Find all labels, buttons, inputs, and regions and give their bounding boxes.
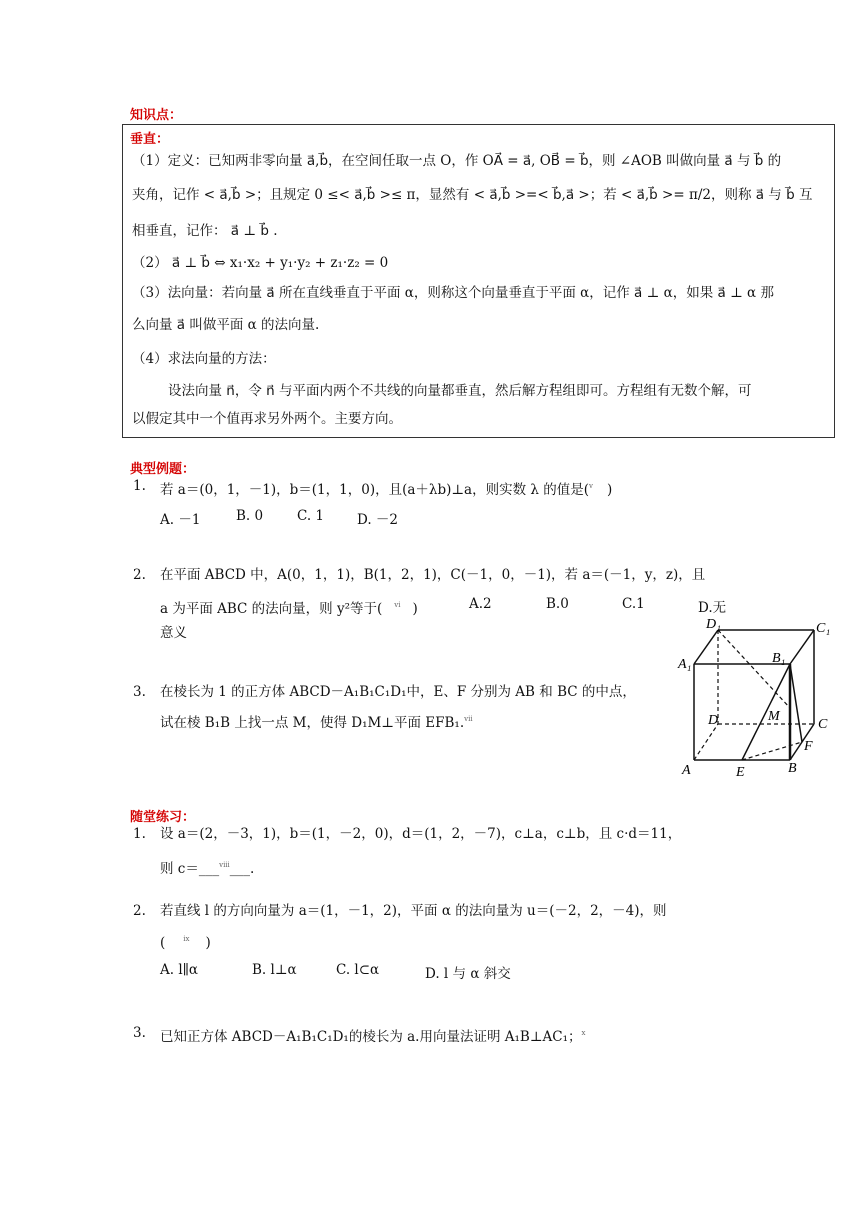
method-title: （4）求法向量的方法： bbox=[132, 351, 276, 367]
label-f: F bbox=[804, 739, 813, 754]
knowledge-heading: 知识点： bbox=[130, 108, 183, 123]
label-a: A bbox=[682, 763, 691, 778]
q1-text: 若 a＝(0，1，－1)，b＝(1，1，0)，且(a＋λb)⊥a，则实数 λ 的值是( bbox=[160, 482, 590, 498]
q2-option-b: B.0 bbox=[546, 596, 569, 612]
q2-option-d: D.无 bbox=[698, 600, 727, 616]
p2-number: 2. bbox=[133, 903, 146, 919]
normal-vector-line-2: 么向量 a⃗ 叫做平面 α 的法向量. bbox=[132, 317, 320, 333]
label-a1: A₁ bbox=[678, 657, 692, 672]
q2-number: 2. bbox=[133, 567, 146, 583]
examples-heading: 典型例题： bbox=[130, 462, 196, 477]
p2-open: ( bbox=[160, 935, 166, 951]
q1-option-a: A. －1 bbox=[160, 512, 201, 528]
p2-close: ) bbox=[205, 935, 211, 951]
q2-close: ) bbox=[412, 601, 418, 617]
p3-text: 已知正方体 ABCD－A₁B₁C₁D₁的棱长为 a.用向量法证明 A₁B⊥AC₁； bbox=[160, 1029, 582, 1045]
q1-option-b: B. 0 bbox=[236, 508, 264, 524]
label-c: C bbox=[818, 717, 828, 732]
definition-line-2: 夹角，记作 < a⃗,b⃗ >；且规定 0 ≤< a⃗,b⃗ >≤ π，显然有 < a⃗,b⃗ >=< b⃗,a⃗ >；若 < a⃗,b⃗ >= π/2，则称 a⃗ 与 b⃗ 互 bbox=[132, 187, 813, 203]
p2-option-c: C. l⊂α bbox=[336, 962, 380, 978]
label-b1: B₁ bbox=[772, 651, 786, 666]
q1-close: ) bbox=[606, 482, 613, 498]
p2-line-1: 若直线 l 的方向向量为 a＝(1，－1，2)，平面 α 的法向量为 u＝(－2，2，－4)，则 bbox=[160, 903, 667, 919]
q3-footnote: vii bbox=[464, 715, 473, 723]
p3-footnote: x bbox=[581, 1029, 586, 1037]
label-c1: C₁ bbox=[816, 621, 831, 636]
perpendicular-subheading: 垂直： bbox=[130, 132, 170, 147]
definition-line-1: （1）定义：已知两非零向量 a⃗,b⃗，在空间任取一点 O，作 OA⃗ = a⃗, OB⃗ = b⃗，则 ∠AOB 叫做向量 a⃗ 与 b⃗ 的 bbox=[132, 153, 782, 169]
q2-line-2: a 为平面 ABC 的法向量，则 y²等于( bbox=[160, 601, 383, 617]
label-d1: D₁ bbox=[706, 617, 721, 632]
q2-line-1: 在平面 ABCD 中，A(0，1，1)，B(1，2，1)，C(－1，0，－1)，若 a＝(－1，y，z)，且 bbox=[160, 567, 706, 583]
label-d: D bbox=[708, 713, 719, 728]
q3-number: 3. bbox=[133, 684, 146, 700]
label-b: B bbox=[788, 761, 797, 776]
normal-vector-line-1: （3）法向量：若向量 a⃗ 所在直线垂直于平面 α，则称这个向量垂直于平面 α，记作 a⃗ ⊥ α，如果 a⃗ ⊥ α 那 bbox=[132, 285, 774, 301]
q2-line-3: 意义 bbox=[160, 625, 187, 641]
method-body-1: 设法向量 n⃗，令 n⃗ 与平面内两个不共线的向量都垂直，然后解方程组即可。方程组有无数个解，可 bbox=[168, 383, 752, 399]
q2-footnote: vi bbox=[394, 601, 401, 609]
p2-option-a: A. l∥α bbox=[160, 962, 199, 978]
p1-footnote: viii bbox=[219, 861, 230, 869]
p1-line-1: 设 a＝(2，－3，1)，b＝(1，－2，0)，d＝(1，2，－7)，c⊥a，c⊥b，且 c·d＝11， bbox=[160, 826, 682, 842]
practice-heading: 随堂练习： bbox=[130, 810, 196, 825]
label-m: M bbox=[768, 709, 780, 724]
p1-number: 1. bbox=[133, 826, 146, 842]
label-e: E bbox=[736, 765, 745, 780]
q1-option-d: D. －2 bbox=[357, 512, 399, 528]
q2-option-a: A.2 bbox=[469, 596, 492, 612]
p2-option-b: B. l⊥α bbox=[252, 962, 297, 978]
p1-line-2: 则 c＝___ bbox=[160, 861, 220, 877]
cube-diagram bbox=[672, 612, 842, 780]
dot-product-condition: （2） a⃗ ⊥ b⃗ ⇔ x₁·x₂ + y₁·y₂ + z₁·z₂ = 0 bbox=[132, 255, 389, 271]
p2-option-d: D. l 与 α 斜交 bbox=[425, 966, 511, 982]
p1-line-2-end: ___. bbox=[229, 861, 255, 877]
p2-footnote: ix bbox=[183, 935, 190, 943]
q1-number: 1. bbox=[133, 478, 146, 494]
q1-footnote: v bbox=[589, 482, 593, 490]
definition-line-3: 相垂直，记作： a⃗ ⊥ b⃗ . bbox=[132, 223, 278, 239]
q1-option-c: C. 1 bbox=[297, 508, 325, 524]
method-body-2: 以假定其中一个值再求另外两个。主要方向。 bbox=[132, 411, 402, 427]
q3-line-2: 试在棱 B₁B 上找一点 M，使得 D₁M⊥平面 EFB₁. bbox=[160, 715, 465, 731]
q2-option-c: C.1 bbox=[622, 596, 645, 612]
q3-line-1: 在棱长为 1 的正方体 ABCD－A₁B₁C₁D₁中，E、F 分别为 AB 和 BC 的中点， bbox=[160, 684, 636, 700]
p3-number: 3. bbox=[133, 1025, 146, 1041]
